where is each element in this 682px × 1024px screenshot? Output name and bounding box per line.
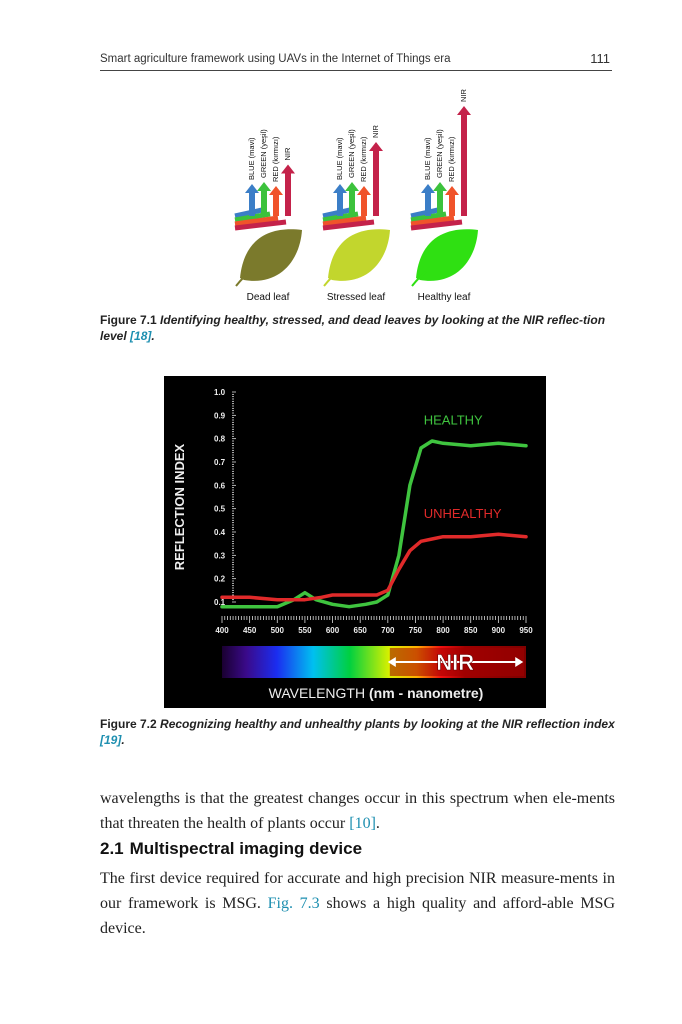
reflected-band-arrow: [261, 190, 267, 216]
leaf-group: [235, 129, 302, 303]
band-label: GREEN (yeşil): [347, 129, 356, 178]
band-label: BLUE (mavi): [247, 137, 256, 180]
band-label: BLUE (mavi): [423, 137, 432, 180]
figure-7-2-caption: Figure 7.2 Recognizing healthy and unhealthy plants by looking at the NIR reflection index [19].: [100, 717, 615, 747]
band-label: NIR: [459, 89, 468, 102]
band-label: RED (kırmızı): [447, 136, 456, 182]
page-number: 111: [590, 51, 610, 66]
arrow-head-icon: [269, 186, 283, 195]
arrow-head-icon: [421, 184, 435, 193]
arrow-head-icon: [245, 184, 259, 193]
paragraph-2: [100, 866, 615, 941]
reflected-band-arrow: [349, 190, 355, 216]
x-tick-label: 850: [464, 626, 478, 635]
x-tick-label: 400: [215, 626, 229, 635]
reflected-band-arrow: [337, 192, 343, 216]
leaf-label: Dead leaf: [246, 292, 290, 303]
arrow-head-icon: [257, 182, 271, 191]
x-tick-label: 900: [491, 626, 506, 635]
paragraph-text: shows a high quality and afford-able MSG device.: [100, 895, 616, 937]
band-label: BLUE (mavi): [335, 137, 344, 180]
x-tick-label: 750: [408, 626, 423, 635]
arrow-head-icon: [357, 186, 371, 195]
y-tick-label: 0.2: [214, 574, 226, 584]
leaf-group: [323, 125, 390, 304]
x-tick-label: 550: [298, 626, 312, 635]
leaf-group: [411, 89, 478, 304]
series-label: HEALTHY: [423, 412, 483, 428]
y-tick-label: 0.7: [214, 458, 226, 467]
nir-label: NIR: [436, 650, 475, 675]
band-label: RED (kırmızı): [271, 136, 280, 182]
citation-link[interactable]: [10]: [349, 815, 376, 832]
x-tick-label: 800: [436, 626, 450, 635]
arrow-head-icon: [433, 182, 447, 191]
y-axis-label: REFLECTION INDEX: [172, 443, 187, 571]
reflected-band-arrow: [249, 192, 255, 216]
arrow-head-icon: [457, 106, 471, 115]
x-tick-label: 500: [270, 626, 284, 635]
reflected-band-arrow: [361, 194, 367, 216]
running-header: [100, 50, 612, 71]
leaf-label: Healthy leaf: [417, 292, 471, 303]
reflected-band-arrow: [425, 192, 431, 216]
leaf-label: Stressed leaf: [326, 292, 386, 303]
reflected-band-arrow: [461, 114, 467, 216]
reflected-band-arrow: [373, 150, 379, 216]
paragraph-text: The first device required for accurate and high precision NIR measure-ments in our framework is MSG.: [100, 870, 615, 912]
band-label: NIR: [283, 147, 292, 161]
x-tick-label: 600: [325, 626, 340, 635]
paragraph-text: wavelengths is that the greatest changes occur in this spectrum when ele-ments that threaten the health of plants occur: [100, 790, 615, 832]
section-number: 2.1: [100, 839, 124, 858]
section-heading: [100, 839, 368, 859]
figure-7-1-caption: Figure 7.1 Identifying healthy, stressed, and dead leaves by looking at the NIR reflec-tion level [18].: [100, 313, 606, 343]
x-tick-label: 700: [381, 626, 395, 635]
figure-7-1-leaves: [200, 89, 500, 306]
x-tick-label: 950: [519, 626, 533, 635]
caption-text: Identifying healthy, stressed, and dead leaves by looking at the NIR reflec-tion level: [100, 313, 606, 343]
band-label: GREEN (yeşil): [435, 129, 444, 178]
x-tick-label: 450: [242, 626, 257, 635]
running-title: Smart agriculture framework using UAVs in the Internet of Things era: [100, 53, 451, 65]
reflected-band-arrow: [437, 190, 443, 216]
reflected-band-arrow: [273, 194, 279, 216]
arrow-head-icon: [369, 142, 383, 151]
y-tick-label: 0.5: [214, 504, 226, 514]
series-label: UNHEALTHY: [423, 506, 502, 521]
y-tick-label: 0.1: [214, 598, 226, 607]
y-tick-label: 0.6: [214, 481, 226, 491]
y-tick-label: 0.4: [214, 528, 226, 537]
y-tick-label: 1.0: [214, 388, 226, 397]
y-tick-label: 0.8: [214, 434, 226, 444]
section-title: Multispectral imaging device: [129, 839, 363, 858]
arrow-head-icon: [345, 182, 359, 191]
band-label: NIR: [371, 125, 380, 138]
reflected-band-arrow: [285, 173, 291, 217]
y-tick-label: 0.9: [214, 411, 226, 421]
band-label: GREEN (yeşil): [259, 129, 268, 178]
caption-label: Figure 7.2: [100, 717, 157, 731]
x-tick-label: 650: [353, 626, 367, 635]
band-label: RED (kırmızı): [359, 136, 368, 182]
caption-text: Recognizing healthy and unhealthy plants by looking at the NIR reflection index: [160, 717, 615, 731]
figure-7-2-reflectance-chart: [164, 376, 546, 708]
arrow-head-icon: [333, 184, 347, 193]
caption-label: Figure 7.1: [100, 313, 157, 327]
figure-ref-link[interactable]: Fig. 7.3: [267, 895, 320, 912]
arrow-head-icon: [445, 186, 459, 195]
x-axis-label: WAVELENGTH (nm - nanometre): [268, 685, 484, 701]
paragraph-1: wavelengths is that the greatest changes occur in this spectrum when ele-ments that threaten the health of plants occur [10].: [100, 790, 615, 832]
caption-ref-link[interactable]: [19]: [100, 733, 122, 747]
caption-ref-link[interactable]: [18]: [130, 329, 152, 343]
reflected-band-arrow: [449, 194, 455, 216]
arrow-head-icon: [281, 165, 295, 174]
y-tick-label: 0.3: [214, 551, 226, 561]
